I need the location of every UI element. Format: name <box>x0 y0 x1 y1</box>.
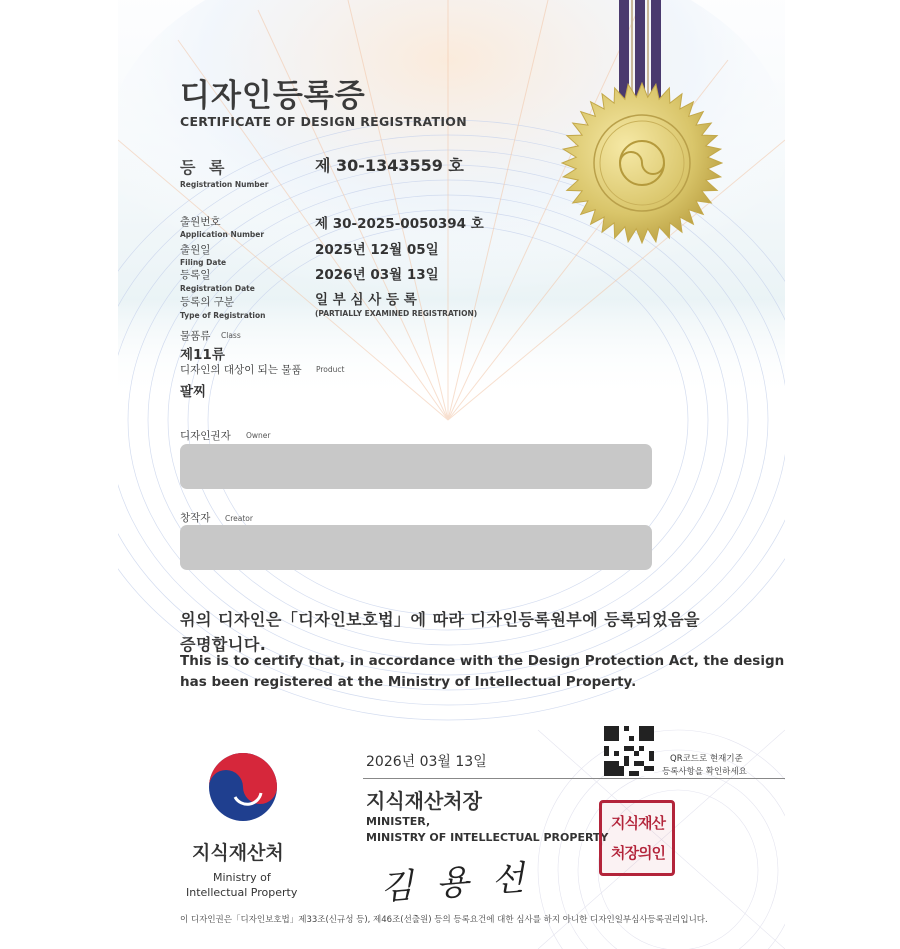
gold-seal-icon <box>561 82 723 244</box>
issue-date: 2026년 03월 13일 <box>366 754 487 770</box>
product-label-ko: 디자인의 대상이 되는 물품 <box>180 364 302 376</box>
qr-code-icon <box>604 726 654 776</box>
application-number-value: 제 30-2025-0050394 호 <box>315 216 484 232</box>
registration-label-en: Registration Number <box>180 180 269 189</box>
qr-note-line1: QR코드로 현재기준 <box>670 754 743 764</box>
class-label-en: Class <box>221 331 241 340</box>
filing-date-label-en: Filing Date <box>180 258 227 267</box>
ministry-name-en-line1: Ministry of <box>213 871 271 884</box>
registration-type-label-en: Type of Registration <box>180 311 266 320</box>
qr-note-line2: 등록사항을 확인하세요 <box>662 767 747 777</box>
registration-type-value-en: (PARTIALLY EXAMINED REGISTRATION) <box>315 309 478 318</box>
product-label-en: Product <box>316 365 345 374</box>
authority-name-en-line1: MINISTER, <box>366 815 431 828</box>
owner-label-en: Owner <box>246 431 271 440</box>
certification-text-ko-line2: 증명합니다. <box>180 635 267 654</box>
product-value: 팔찌 <box>180 384 207 400</box>
filing-date-value: 2025년 12월 05일 <box>315 242 439 258</box>
ministry-taegeuk-emblem-icon <box>205 749 281 825</box>
issue-date-divider <box>363 778 785 779</box>
creator-label-ko: 창작자 <box>180 512 211 524</box>
official-red-stamp <box>599 800 675 876</box>
registration-date-label-en: Registration Date <box>180 284 255 293</box>
application-number-label-ko: 출원번호 <box>180 216 221 228</box>
filing-date-label-ko: 출원일 <box>180 244 211 256</box>
ministry-name-ko: 지식재산처 <box>192 842 284 864</box>
registration-type-value: 일 부 심 사 등 록 <box>315 292 417 308</box>
ministry-name-en-line2: Intellectual Property <box>186 886 298 899</box>
registration-type-label-ko: 등록의 구분 <box>180 296 235 308</box>
stamp-text-line1: 지식재산 <box>611 814 665 832</box>
certification-text-en-line1: This is to certify that, in accordance with the Design Protection Act, the design <box>180 653 785 669</box>
certification-text-en-line2: has been registered at the Ministry of Intellectual Property. <box>180 674 637 690</box>
creator-redacted-box <box>180 525 652 570</box>
registration-date-label-ko: 등록일 <box>180 269 211 281</box>
authority-name-ko: 지식재산처장 <box>366 789 482 813</box>
minister-signature: 김 용 선 <box>379 857 532 909</box>
class-value: 제11류 <box>180 347 225 363</box>
certification-text-ko-line1: 위의 디자인은「디자인보호법」에 따라 디자인등록원부에 등록되었음을 <box>180 610 701 629</box>
registration-number: 제 30-1343559 호 <box>315 156 464 175</box>
class-label-ko: 물품류 <box>180 330 211 342</box>
stamp-text-line2: 처장의인 <box>611 844 665 862</box>
footer-legal-note: 이 디자인권은「디자인보호법」제33조(신규성 등), 제46조(선출원) 등의 등록요건에 대한 심사를 하지 아니한 디자인일부심사등록권리입니다. <box>180 915 708 925</box>
creator-label-en: Creator <box>225 514 253 523</box>
owner-label-ko: 디자인권자 <box>180 430 231 442</box>
registration-label-ko: 등 록 <box>180 158 229 177</box>
certificate-title-en: CERTIFICATE OF DESIGN REGISTRATION <box>180 114 467 129</box>
certificate-title-ko: 디자인등록증 <box>180 78 366 114</box>
application-number-label-en: Application Number <box>180 230 265 239</box>
registration-date-value: 2026년 03월 13일 <box>315 267 439 283</box>
owner-redacted-box <box>180 444 652 489</box>
certificate-page <box>118 0 785 949</box>
authority-name-en-line2: MINISTRY OF INTELLECTUAL PROPERTY <box>366 831 609 844</box>
